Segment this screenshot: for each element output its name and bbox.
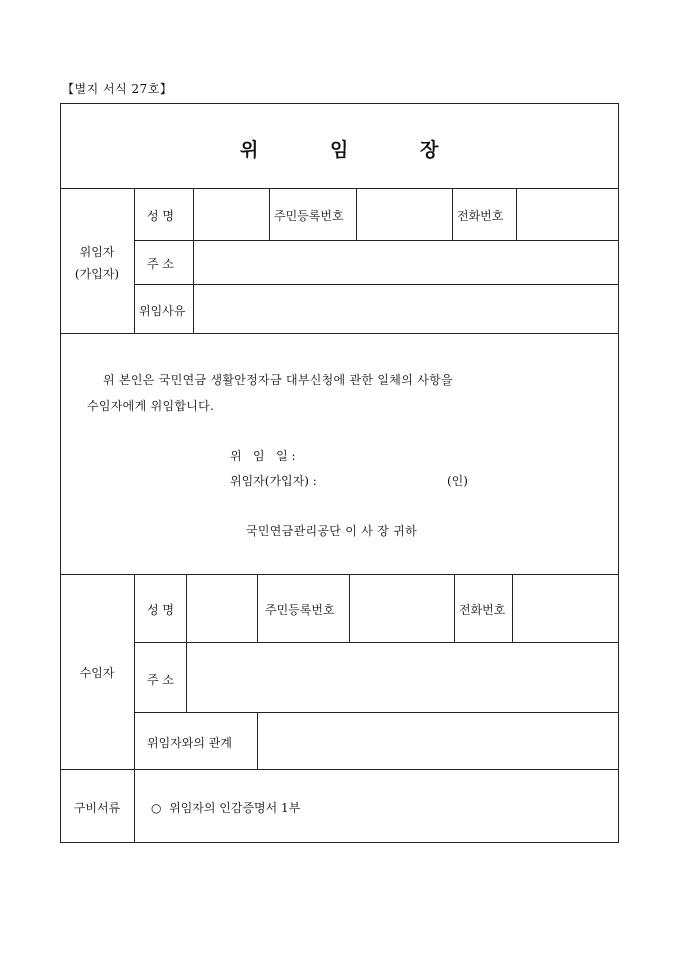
delegator-col-rrn [269,188,270,240]
delegatee-col-relation [257,712,258,769]
delegator-signature-label: 위임자(가입자) : [230,474,317,488]
addressee: 국민연금관리공단 이 사 장 귀하 [246,524,418,538]
documents-label: 구비서류 [73,801,121,815]
delegatee-name-label: 성 명 [147,603,174,617]
delegator-label-col [134,188,135,333]
delegatee-address-label: 주 소 [147,673,174,687]
documents-label-col [134,769,135,843]
divider-body [60,574,619,575]
divider-delegatee [60,769,619,770]
delegatee-col-phone-val [512,574,513,642]
delegatee-field-col [186,574,187,712]
title-char-3: 장 [420,139,439,161]
delegator-phone-label: 전화번호 [457,209,504,223]
delegatee-row2-line [134,712,619,713]
delegatee-col-rrn-val [349,574,350,642]
delegator-field-col [193,188,194,333]
seal-mark: (인) [447,474,468,488]
delegatee-label: 수임자 [79,666,115,680]
title-char-1: 위 [240,139,259,161]
delegatee-col-rrn [257,574,258,642]
delegator-rrn-label: 주민등록번호 [274,209,344,223]
delegator-address-label: 주 소 [147,257,174,271]
delegatee-label-col [134,574,135,769]
delegator-row2-line [134,284,619,285]
delegator-row1-line [134,240,619,241]
delegation-statement-line2: 수임자에게 위임합니다. [87,399,215,413]
delegatee-row1-line [134,642,619,643]
divider-title [60,188,619,189]
delegatee-col-phone [454,574,455,642]
delegatee-relation-label: 위임자와의 관계 [147,736,232,750]
delegatee-rrn-label: 주민등록번호 [265,603,335,617]
delegator-col-phone [452,188,453,240]
delegatee-phone-label: 전화번호 [459,603,506,617]
delegator-col-phone-val [516,188,517,240]
title-char-2: 임 [330,139,349,161]
delegator-reason-label: 위임사유 [139,304,186,318]
delegator-label: 위임자 [79,245,115,259]
delegator-name-label: 성 명 [147,209,174,223]
form-number: 【별지 서식 27호】 [62,82,173,96]
delegator-label-sub: (가입자) [74,267,120,281]
delegation-statement-line1: 위 본인은 국민연금 생활안정자금 대부신청에 관한 일체의 사항을 [103,373,453,387]
documents-item: ○ 위임자의 인감증명서 1부 [151,801,301,815]
divider-delegator [60,333,619,334]
delegator-col-rrn-val [356,188,357,240]
delegation-date-label: 위 임 일 : [230,449,296,463]
